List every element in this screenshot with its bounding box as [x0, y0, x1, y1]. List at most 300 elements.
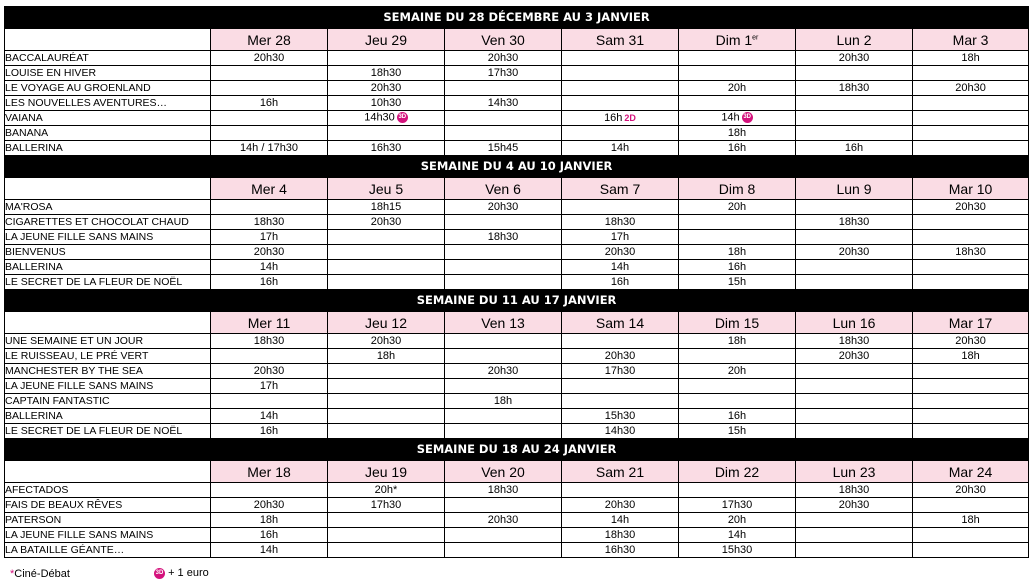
- day-label: Ven 6: [485, 180, 521, 197]
- showtime: 20h30: [370, 81, 402, 94]
- showtime-cell: [211, 513, 328, 528]
- 2d-tag: 2D: [624, 112, 636, 123]
- showtime-cell: [796, 349, 913, 364]
- showtime-cell: [445, 513, 562, 528]
- showtime: 20h30: [253, 498, 285, 511]
- showtime-cell: [796, 141, 913, 156]
- showtime: 18h: [259, 513, 279, 526]
- showtime-cell: [913, 66, 1029, 81]
- film-title: LE SECRET DE LA FLEUR DE NOËL: [5, 275, 211, 290]
- showtime-cell: [913, 394, 1029, 409]
- showtime-cell: [211, 275, 328, 290]
- showtime-cell: [679, 275, 796, 290]
- showtime: 17h30: [604, 364, 636, 377]
- film-row: [5, 528, 1029, 543]
- showtime: 20h30: [253, 364, 285, 377]
- day-header-row: [5, 29, 1029, 51]
- showtime-cell: [445, 334, 562, 349]
- day-label: Mer 18: [247, 463, 291, 480]
- showtime-cell: [913, 51, 1029, 66]
- showtime-cell: [796, 498, 913, 513]
- showtime-cell: [679, 260, 796, 275]
- showtime-cell: [328, 498, 445, 513]
- film-row: [5, 275, 1029, 290]
- day-header-cell: [913, 461, 1029, 483]
- film-row: [5, 379, 1029, 394]
- showtime-cell: [679, 394, 796, 409]
- day-header-cell: [679, 29, 796, 51]
- showtime-cell: [913, 111, 1029, 126]
- showtime-cell: [913, 334, 1029, 349]
- showtime-cell: [913, 245, 1029, 260]
- film-title: LE SECRET DE LA FLEUR DE NOËL: [5, 424, 211, 439]
- day-header-cell: [796, 461, 913, 483]
- showtime-cell: [445, 230, 562, 245]
- day-label: Lun 9: [836, 180, 872, 197]
- film-row: [5, 230, 1029, 245]
- showtime-cell: [211, 96, 328, 111]
- film-row: [5, 51, 1029, 66]
- showtime: 16h: [727, 141, 747, 154]
- showtime-cell: [445, 215, 562, 230]
- film-title: BACCALAURÉAT: [5, 51, 211, 66]
- showtime: 20h: [727, 364, 747, 377]
- showtime-cell: [796, 51, 913, 66]
- showtime-cell: [796, 245, 913, 260]
- showtime: 18h30: [487, 483, 519, 496]
- day-header-cell: [679, 178, 796, 200]
- showtime-cell: [328, 409, 445, 424]
- showtime: 17h30: [370, 498, 402, 511]
- showtime-cell: [211, 424, 328, 439]
- showtime: 17h: [259, 230, 279, 243]
- showtime-cell: [913, 126, 1029, 141]
- showtime-cell: [913, 528, 1029, 543]
- showtime: 18h30: [838, 483, 870, 496]
- showtime: 14h: [721, 111, 740, 124]
- showtime-cell: [913, 498, 1029, 513]
- showtime: 18h30: [838, 334, 870, 347]
- showtime: 20h30: [487, 513, 519, 526]
- showtime-cell: [913, 513, 1029, 528]
- showtime-cell: [913, 379, 1029, 394]
- day-header-cell: [562, 312, 679, 334]
- showtime: 15h: [727, 424, 747, 437]
- day-header-row: [5, 312, 1029, 334]
- showtime-cell: [562, 51, 679, 66]
- day-label: Jeu 29: [364, 31, 408, 48]
- showtime-cell: [796, 81, 913, 96]
- showtime: 20h30: [487, 200, 519, 213]
- showtime: 14h: [727, 528, 747, 541]
- showtime: 14h / 17h30: [239, 141, 299, 154]
- showtime: 16h: [727, 409, 747, 422]
- day-header-cell: [562, 461, 679, 483]
- showtime-cell: [211, 230, 328, 245]
- showtime-cell: [562, 275, 679, 290]
- day-label: Lun 16: [832, 314, 876, 331]
- showtime-cell: [445, 379, 562, 394]
- showtime: 20h*: [374, 483, 398, 496]
- day-label: Dim 15: [714, 314, 760, 331]
- day-header-blank: [5, 178, 211, 200]
- showtime-cell: [328, 349, 445, 364]
- showtime-cell: [679, 483, 796, 498]
- showtime: 18h30: [838, 215, 870, 228]
- showtime-cell: [796, 126, 913, 141]
- showtime-cell: [913, 349, 1029, 364]
- day-header-cell: [328, 29, 445, 51]
- day-header-cell: [913, 178, 1029, 200]
- showtime-cell: [796, 379, 913, 394]
- film-row: [5, 513, 1029, 528]
- film-title: CIGARETTES ET CHOCOLAT CHAUD: [5, 215, 211, 230]
- showtime: 20h30: [487, 51, 519, 64]
- film-row: [5, 334, 1029, 349]
- showtime-cell: [796, 275, 913, 290]
- showtime: 16h30: [604, 543, 636, 556]
- showtime: 20h30: [838, 498, 870, 511]
- showtime: 15h45: [487, 141, 519, 154]
- film-title: BALLERINA: [5, 409, 211, 424]
- showtime: 17h: [259, 379, 279, 392]
- showtime: 18h30: [370, 66, 402, 79]
- film-row: [5, 81, 1029, 96]
- showtime-cell: [328, 379, 445, 394]
- showtime: 14h: [610, 141, 630, 154]
- day-header-cell: [328, 312, 445, 334]
- plus-euro-label: + 1 euro: [168, 567, 209, 579]
- showtime-cell: [562, 230, 679, 245]
- film-title: LOUISE EN HIVER: [5, 66, 211, 81]
- film-title: FAIS DE BEAUX RÊVES: [5, 498, 211, 513]
- showtime: 20h: [727, 81, 747, 94]
- showtime-cell: [328, 215, 445, 230]
- showtime-cell: [913, 409, 1029, 424]
- day-label: Jeu 12: [364, 314, 408, 331]
- week-title: SEMAINE DU 11 AU 17 JANVIER: [5, 290, 1029, 312]
- week-title: SEMAINE DU 4 AU 10 JANVIER: [5, 156, 1029, 178]
- showtime-cell: [211, 215, 328, 230]
- week-title: SEMAINE DU 28 DÉCEMBRE AU 3 JANVIER: [5, 7, 1029, 29]
- showtime-cell: [445, 543, 562, 558]
- showtime-cell: [211, 528, 328, 543]
- showtime-cell: [328, 394, 445, 409]
- showtime-cell: [913, 483, 1029, 498]
- showtime-cell: [211, 245, 328, 260]
- film-title: MA'ROSA: [5, 200, 211, 215]
- showtime: 18h30: [955, 245, 986, 258]
- showtime: 18h30: [604, 215, 636, 228]
- film-title: PATERSON: [5, 513, 211, 528]
- showtime-cell: [679, 543, 796, 558]
- showtime-cell: [562, 409, 679, 424]
- showtime-cell: [328, 66, 445, 81]
- showtime-cell: [445, 409, 562, 424]
- showtime-cell: [562, 349, 679, 364]
- showtime: 18h: [727, 334, 747, 347]
- showtime-cell: [796, 483, 913, 498]
- film-row: [5, 498, 1029, 513]
- week-header-row: [5, 156, 1029, 178]
- showtime: 16h: [259, 424, 279, 437]
- showtime-cell: [679, 379, 796, 394]
- showtime-cell: [445, 275, 562, 290]
- showtime-cell: [679, 96, 796, 111]
- showtime-cell: [445, 349, 562, 364]
- showtime-cell: [913, 96, 1029, 111]
- showtime-cell: [796, 364, 913, 379]
- film-title: LA JEUNE FILLE SANS MAINS: [5, 379, 211, 394]
- showtime-cell: [562, 379, 679, 394]
- showtime-cell: [211, 51, 328, 66]
- showtime-cell: [562, 334, 679, 349]
- showtime: 18h: [961, 513, 980, 526]
- showtime: 18h: [727, 245, 747, 258]
- showtime-cell: [679, 141, 796, 156]
- showtime-cell: [679, 230, 796, 245]
- showtime-cell: [445, 245, 562, 260]
- film-title: BANANA: [5, 126, 211, 141]
- film-title: MANCHESTER BY THE SEA: [5, 364, 211, 379]
- showtime: 20h30: [604, 498, 636, 511]
- showtime: 17h30: [721, 498, 753, 511]
- showtime-cell: [679, 409, 796, 424]
- day-label: Mar 10: [948, 180, 993, 197]
- showtime-cell: [562, 200, 679, 215]
- day-label: Mer 11: [247, 314, 291, 331]
- showtime-cell: [796, 230, 913, 245]
- day-header-cell: [328, 461, 445, 483]
- showtime-cell: [445, 111, 562, 126]
- showtime: 20h30: [955, 81, 986, 94]
- showtime-cell: [211, 349, 328, 364]
- day-label: Mer 28: [247, 31, 291, 48]
- showtime-cell: [211, 483, 328, 498]
- showtime: 14h30: [604, 424, 636, 437]
- showtime-cell: [796, 96, 913, 111]
- showtime-cell: [445, 260, 562, 275]
- film-row: [5, 66, 1029, 81]
- film-title: VAIANA: [5, 111, 211, 126]
- showtime: 18h30: [838, 81, 870, 94]
- showtime-cell: [328, 111, 445, 126]
- showtime: 16h: [604, 111, 623, 124]
- day-header-blank: [5, 461, 211, 483]
- showtime-cell: [679, 498, 796, 513]
- day-header-cell: [328, 178, 445, 200]
- showtime-cell: [445, 528, 562, 543]
- showtime-cell: [796, 424, 913, 439]
- showtime-cell: [562, 483, 679, 498]
- showtime: 20h30: [955, 334, 986, 347]
- showtime-cell: [328, 275, 445, 290]
- showtime: 18h: [727, 126, 747, 139]
- showtime-cell: [562, 528, 679, 543]
- showtime: 16h: [727, 260, 747, 273]
- film-title: LE VOYAGE AU GROENLAND: [5, 81, 211, 96]
- day-header-cell: [562, 29, 679, 51]
- 3d-badge-icon: 3D: [154, 568, 165, 579]
- day-label: Sam 7: [599, 180, 641, 197]
- showtime: 18h30: [253, 215, 285, 228]
- showtime-cell: [679, 51, 796, 66]
- film-title: LA JEUNE FILLE SANS MAINS: [5, 528, 211, 543]
- showtime: 20h30: [838, 51, 870, 64]
- showtime-cell: [562, 245, 679, 260]
- showtime-cell: [562, 364, 679, 379]
- showtime-cell: [211, 498, 328, 513]
- schedule-table: [4, 6, 1029, 558]
- day-header-cell: [445, 178, 562, 200]
- showtime-cell: [562, 543, 679, 558]
- film-row: [5, 349, 1029, 364]
- showtime-cell: [913, 275, 1029, 290]
- showtime: 20h30: [253, 245, 285, 258]
- showtime-cell: [328, 528, 445, 543]
- day-label: Lun 23: [832, 463, 876, 480]
- showtime: 14h: [610, 260, 630, 273]
- showtime-cell: [211, 364, 328, 379]
- showtime-cell: [445, 483, 562, 498]
- film-title: AFECTADOS: [5, 483, 211, 498]
- showtime-cell: [445, 141, 562, 156]
- day-label: Lun 2: [836, 31, 872, 48]
- day-header-cell: [679, 461, 796, 483]
- showtime-cell: [562, 424, 679, 439]
- showtime: 16h30: [370, 141, 402, 154]
- showtime-cell: [679, 126, 796, 141]
- day-header-cell: [796, 312, 913, 334]
- day-header-cell: [211, 461, 328, 483]
- showtime-cell: [328, 141, 445, 156]
- showtime: 20h30: [370, 215, 402, 228]
- showtime-cell: [562, 81, 679, 96]
- showtime-cell: [445, 424, 562, 439]
- cine-debat-legend: [10, 568, 70, 580]
- showtime-cell: [913, 543, 1029, 558]
- showtime-cell: [679, 111, 796, 126]
- showtime: 14h: [259, 543, 279, 556]
- 3d-badge-icon: 3D: [742, 112, 753, 123]
- day-label: Mar 3: [952, 31, 989, 48]
- showtime-cell: [913, 424, 1029, 439]
- day-header-cell: [913, 312, 1029, 334]
- day-label: Dim 1: [715, 31, 753, 48]
- showtime: 18h: [376, 349, 396, 362]
- day-label: Dim 22: [714, 463, 760, 480]
- film-title: LA BATAILLE GÉANTE…: [5, 543, 211, 558]
- film-row: [5, 364, 1029, 379]
- showtime: 18h: [961, 51, 980, 64]
- showtime-cell: [211, 126, 328, 141]
- showtime-cell: [679, 424, 796, 439]
- showtime-cell: [913, 364, 1029, 379]
- showtime-cell: [796, 260, 913, 275]
- showtime: 20h30: [838, 349, 870, 362]
- day-header-blank: [5, 312, 211, 334]
- showtime-cell: [679, 334, 796, 349]
- day-header-cell: [211, 29, 328, 51]
- film-row: [5, 141, 1029, 156]
- day-header-cell: [913, 29, 1029, 51]
- day-header-cell: [445, 29, 562, 51]
- day-header-cell: [562, 178, 679, 200]
- showtime-cell: [328, 200, 445, 215]
- showtime-cell: [796, 543, 913, 558]
- showtime: 20h30: [604, 349, 636, 362]
- day-label: Sam 21: [595, 463, 645, 480]
- showtime-cell: [562, 498, 679, 513]
- asterisk-mark: *: [10, 568, 15, 580]
- showtime: 14h: [259, 260, 279, 273]
- showtime-cell: [328, 245, 445, 260]
- film-row: [5, 483, 1029, 498]
- showtime-cell: [796, 528, 913, 543]
- film-row: [5, 424, 1029, 439]
- showtime: 16h: [259, 528, 279, 541]
- day-label: Sam 31: [595, 31, 645, 48]
- showtime-cell: [328, 513, 445, 528]
- showtime: 20h30: [604, 245, 636, 258]
- showtime: 20h30: [955, 200, 986, 213]
- showtime-cell: [445, 96, 562, 111]
- day-header-row: [5, 461, 1029, 483]
- day-header-cell: [679, 312, 796, 334]
- showtime-cell: [679, 200, 796, 215]
- showtime: 20h30: [253, 51, 285, 64]
- day-label: Mer 4: [251, 180, 287, 197]
- showtime: 10h30: [370, 96, 402, 109]
- showtime-cell: [328, 126, 445, 141]
- showtime-cell: [796, 409, 913, 424]
- showtime-cell: [562, 96, 679, 111]
- showtime-cell: [328, 51, 445, 66]
- showtime-cell: [913, 141, 1029, 156]
- showtime-cell: [679, 364, 796, 379]
- showtime-cell: [796, 200, 913, 215]
- film-row: [5, 409, 1029, 424]
- film-row: [5, 543, 1029, 558]
- showtime-cell: [562, 260, 679, 275]
- day-label: Jeu 19: [364, 463, 408, 480]
- showtime-cell: [211, 66, 328, 81]
- showtime: 16h: [259, 275, 279, 288]
- showtime-cell: [328, 96, 445, 111]
- showtime-cell: [796, 66, 913, 81]
- film-title: BIENVENUS: [5, 245, 211, 260]
- showtime-cell: [211, 394, 328, 409]
- showtime: 18h: [493, 394, 513, 407]
- film-row: [5, 215, 1029, 230]
- showtime-cell: [328, 364, 445, 379]
- 3d-badge-icon: 3D: [397, 112, 408, 123]
- showtime-cell: [679, 349, 796, 364]
- day-header-cell: [445, 312, 562, 334]
- showtime-cell: [445, 51, 562, 66]
- showtime: 16h: [259, 96, 279, 109]
- showtime-cell: [328, 543, 445, 558]
- showtime-cell: [679, 66, 796, 81]
- film-row: [5, 200, 1029, 215]
- showtime: 16h: [844, 141, 864, 154]
- showtime: 20h: [727, 200, 747, 213]
- showtime-cell: [679, 215, 796, 230]
- film-title: LE RUISSEAU, LE PRÉ VERT: [5, 349, 211, 364]
- showtime: 15h30: [604, 409, 636, 422]
- day-header-blank: [5, 29, 211, 51]
- showtime-cell: [562, 66, 679, 81]
